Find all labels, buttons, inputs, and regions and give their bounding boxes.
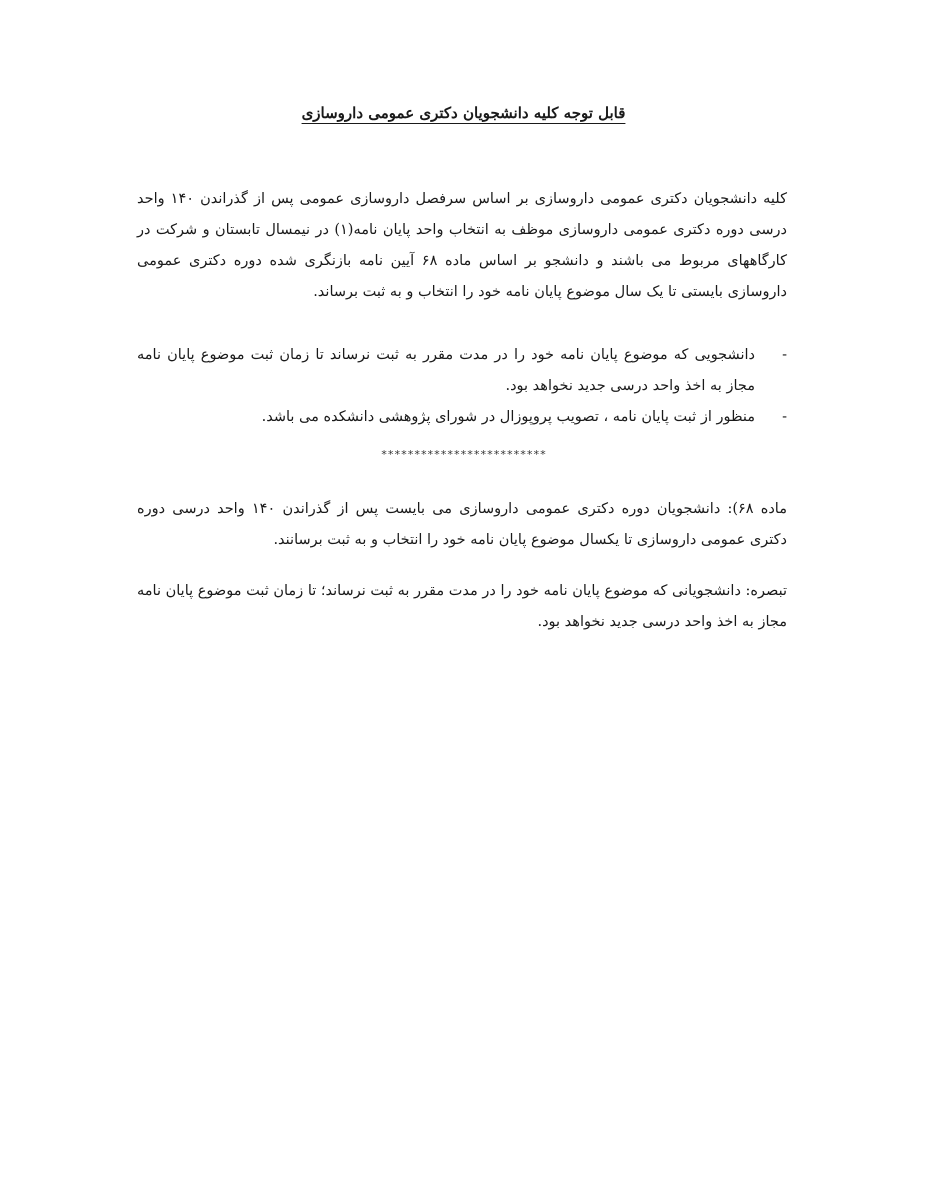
intro-paragraph: کلیه دانشجویان دکتری عمومی داروسازی بر اساس سرفصل داروسازی عمومی پس از گذراندن ۱۴۰ واحد درسی دوره دکتری عمومی داروسازی موظف به انتخاب واحد پایان نامه(۱) در نیمسال تابستان و شرکت در کارگاههای مربوط می باشند و دانشجو بر اساس ماده ۶۸ آیین نامه بازنگری شده دوره دکتری عمومی داروسازی بایستی تا یک سال موضوع پایان نامه خود را انتخاب و به ثبت برساند. xyxy=(137,191,788,300)
star-separator: ************************* xyxy=(380,448,547,461)
bullet-text: دانشجویی که موضوع پایان نامه خود را در مدت مقرر به ثبت نرساند تا زمان ثبت موضوع پایان نامه مجاز به اخذ واحد درسی جدید نخواهد بود. xyxy=(137,347,755,394)
bullet-text: منظور از ثبت پایان نامه ، تصویب پروپوزال در شورای پژوهشی دانشکده می باشد. xyxy=(261,409,755,425)
note-paragraph: تبصره: دانشجویانی که موضوع پایان نامه خود را در مدت مقرر به ثبت نرساند؛ تا زمان ثبت موضوع پایان نامه مجاز به اخذ واحد درسی جدید نخواهد بود. xyxy=(137,583,787,630)
list-item xyxy=(137,402,787,433)
list-item xyxy=(137,340,787,402)
bullet-marker: - xyxy=(782,409,787,425)
bullet-marker: - xyxy=(782,347,787,363)
article-paragraph: ماده ۶۸): دانشجویان دوره دکتری عمومی داروسازی می بایست پس از گذراندن ۱۴۰ واحد درسی دوره دکتری عمومی داروسازی تا یکسال موضوع پایان نامه خود را انتخاب و به ثبت برسانند. xyxy=(137,501,787,548)
document-title: قابل توجه کلیه دانشجویان دکتری عمومی داروسازی xyxy=(301,104,626,122)
bullet-list xyxy=(137,340,787,433)
